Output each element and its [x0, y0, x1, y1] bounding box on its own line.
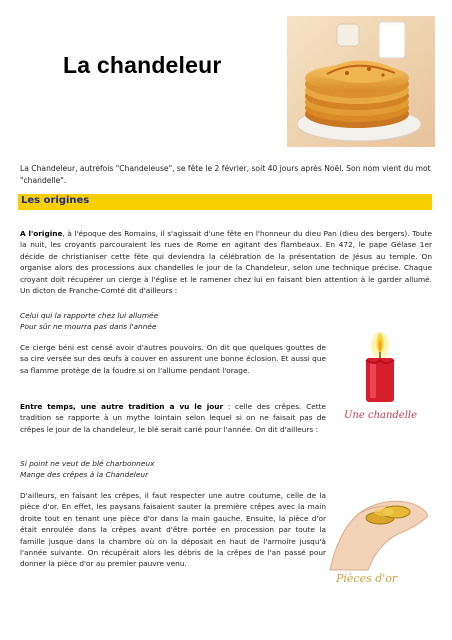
candle-caption: Une chandelle — [344, 410, 418, 421]
section-header — [18, 194, 432, 210]
quote-line: Mange des crêpes à la Chandeleur — [20, 470, 149, 479]
quote-line: Si point ne veut de blé charbonneux — [20, 459, 155, 468]
crepes-photo — [287, 16, 435, 147]
paragraph-lead: A l'origine — [20, 229, 63, 238]
paragraph-tradition — [20, 401, 326, 435]
paragraph-piece-or: D'ailleurs, en faisant les crêpes, il faut respecter une autre coutume, celle de la pièce d'or. En effet, les paysans faisaient sauter la première crêpes avec la main droite tout en tenant une pièce d'or dans la main gauche. Ensuite, la pièce d'or était enroulée dans la crêpes avant d'être portée en procession par toute la famille jusque dans la chambre où on la déposait en haut de l'armoire jusqu'à l'année suivante. On récupérait alors les débris de la crêpes de l'an passé pour donner la pièce d'or au premier pauvre venu. — [20, 491, 326, 569]
section-title: Les origines — [21, 195, 90, 206]
quote-line: Pour sûr ne mourra pas dans l'année — [20, 322, 157, 331]
coins-caption: Pièces d'or — [336, 572, 398, 585]
paragraph-cierge: Ce cierge béni est censé avoir d'autres pouvoirs. On dit que quelques gouttes de sa cire versée sur des œufs à couver en assurent une bonne éclosion. Et aussi que sa flamme protège de la foudre si on l'allume pendant l'orage. — [20, 343, 326, 375]
paragraph-lead: Entre temps, une autre tradition a vu le jour — [20, 402, 224, 411]
paragraph-text: : celle des crêpes. Cette tradition se rapporte à un mythe lointain selon lequel si on ne faisait pas de crêpes le jour de la chandeleur, le blé serait carié pour l'année. On dit d'ailleurs : — [20, 402, 326, 434]
paragraph-origins — [20, 228, 432, 296]
intro-paragraph: La Chandeleur, autrefois "Chandeleuse", se fête le 2 février, soit 40 jours après Noël. Son nom vient du mot "chandelle". — [20, 164, 431, 185]
quote-line: Celui qui la rapporte chez lui allumée — [20, 311, 159, 320]
page-title: La chandeleur — [63, 52, 222, 78]
coins-illustration — [328, 462, 432, 612]
paragraph-text: , à l'époque des Romains, il s'agissait d'une fête en l'honneur du dieu Pan (dieu des bergers). Toute la nuit, les croyants parcouraient les rues de Rome en agitant des flambeaux. En 472, le pape Gélase 1er décide de christianiser cette fête qui deviendra la célébration de la présentation de Jésus au temple. On organise alors des processions aux chandelles le jour de la Chandeleur, selon une technique précise. Chaque croyant doit récupérer un cierge à l'église et le ramener chez lui en faisant bien attention à le garder allumé. Un dicton de Franche-Comté dit d'ailleurs : — [20, 229, 432, 296]
candle-illustration — [330, 330, 430, 435]
